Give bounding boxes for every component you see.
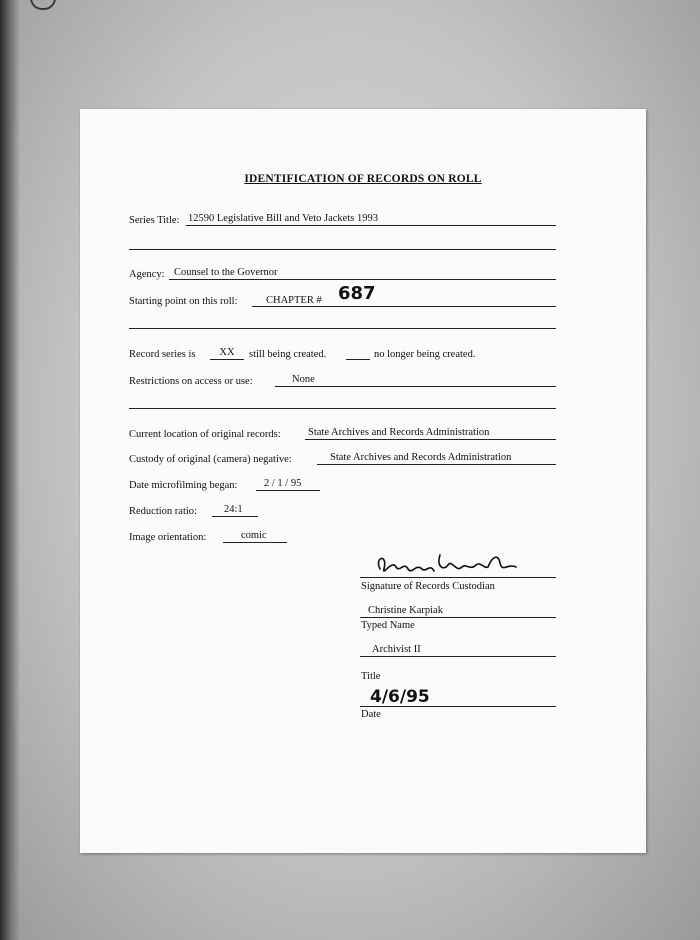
blank-check-line	[346, 359, 370, 360]
record-series-label: Record series is	[129, 349, 196, 360]
date-began-value	[256, 478, 320, 491]
date-handwritten: 4/6/95	[370, 687, 430, 707]
reduction-value	[212, 504, 258, 517]
orientation-label: Image orientation:	[129, 532, 207, 543]
reduction-label: Reduction ratio:	[129, 506, 197, 517]
blank-line	[129, 328, 556, 329]
agency-value	[169, 267, 556, 280]
current-location-label: Current location of original records:	[129, 429, 281, 440]
signature-label: Signature of Records Custodian	[361, 581, 495, 592]
title-value	[360, 644, 556, 657]
typed-name-value	[360, 605, 556, 618]
restrictions-text: None	[292, 374, 315, 385]
restrictions-label: Restrictions on access or use:	[129, 376, 253, 387]
title-text: Archivist II	[372, 644, 421, 655]
restrictions-value	[275, 374, 556, 387]
chapter-number-handwritten: 687	[338, 283, 376, 304]
series-title-text: 12590 Legislative Bill and Veto Jackets 1993	[188, 213, 378, 224]
typed-name-text: Christine Karpiak	[368, 605, 443, 616]
orientation-text: comic	[241, 530, 267, 541]
custody-label: Custody of original (camera) negative:	[129, 454, 292, 465]
signature-line	[360, 577, 556, 578]
corner-mark	[30, 0, 56, 10]
custody-value	[317, 452, 556, 465]
form-heading: IDENTIFICATION OF RECORDS ON ROLL	[244, 173, 482, 185]
title-label: Title	[361, 671, 381, 682]
series-title-label: Series Title:	[129, 215, 180, 226]
typed-name-label: Typed Name	[361, 620, 415, 631]
date-began-label: Date microfilming began:	[129, 480, 238, 491]
agency-text: Counsel to the Governor	[174, 267, 278, 278]
agency-label: Agency:	[129, 269, 165, 280]
blank-line	[129, 249, 556, 250]
no-longer-being-created: no longer being created.	[374, 349, 476, 360]
record-series-mark: XX	[210, 347, 244, 360]
still-being-created: still being created.	[249, 349, 327, 360]
form-page	[80, 109, 646, 853]
series-title-value	[186, 213, 556, 226]
signature-stroke	[378, 555, 516, 571]
blank-line	[129, 408, 556, 409]
date-label: Date	[361, 709, 381, 720]
current-location-text: State Archives and Records Administration	[308, 427, 490, 438]
chapter-text: CHAPTER #	[266, 295, 322, 306]
orientation-value	[223, 530, 287, 543]
date-began-text: 2 / 1 / 95	[264, 478, 302, 489]
starting-point-label: Starting point on this roll:	[129, 296, 238, 307]
reduction-text: 24:1	[224, 504, 243, 515]
custody-text: State Archives and Records Administration	[330, 452, 512, 463]
film-edge	[0, 0, 20, 940]
current-location-value	[305, 427, 556, 440]
starting-point-value	[252, 283, 556, 307]
